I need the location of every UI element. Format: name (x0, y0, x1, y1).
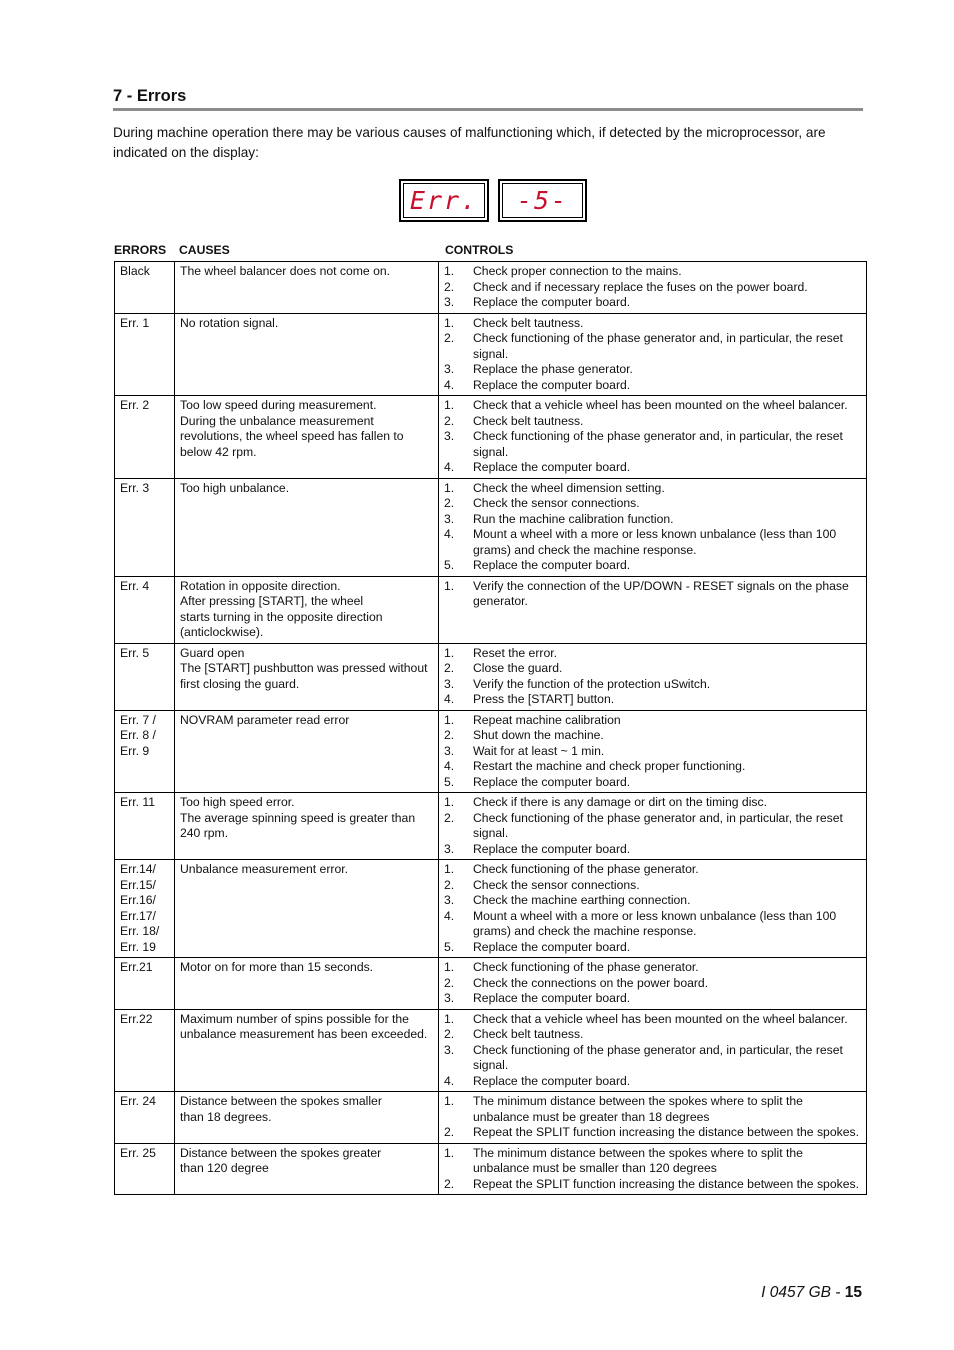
table-row (115, 576, 867, 643)
control-step-text: Replace the computer board. (473, 1073, 631, 1088)
cause-text: Too low speed during measurement. (180, 398, 377, 412)
error-code: Err. 19 (120, 939, 156, 954)
control-step-number: 1. (444, 315, 455, 330)
control-step (444, 692, 860, 708)
control-step-number: 3. (444, 1042, 455, 1057)
control-step-number: 2. (444, 496, 455, 510)
control-step (444, 991, 860, 1007)
table-row (115, 643, 867, 710)
control-step-text: Reset the error. (473, 645, 557, 660)
control-step-text: Check the wheel dimension setting. (473, 480, 665, 495)
control-step-text: Repeat the SPLIT function increasing the distance between the spokes. (473, 1125, 859, 1139)
control-step-text: Restart the machine and check proper functioning. (473, 759, 746, 773)
control-step-text: Wait for at least ~ 1 min. (473, 743, 605, 758)
table-row (115, 1009, 867, 1092)
control-step-number: 3. (444, 743, 455, 758)
cause-text: than 120 degree (180, 1161, 269, 1175)
control-cell (439, 1143, 867, 1195)
control-step-text: Replace the phase generator. (473, 362, 633, 376)
control-step (444, 713, 860, 729)
control-step (444, 1074, 860, 1090)
control-step-number: 2. (444, 877, 455, 892)
control-step (444, 775, 860, 791)
control-step-text: Check belt tautness. (473, 315, 584, 330)
control-step-text: Replace the computer board. (473, 841, 631, 856)
cause-cell (175, 313, 439, 396)
control-step-number: 3. (444, 295, 455, 309)
control-step-text: Close the guard. (473, 661, 563, 675)
control-step-text: Check that a vehicle wheel has been mounted on the wheel balancer. (473, 398, 848, 412)
control-step-number: 4. (444, 759, 455, 773)
error-code-cell (115, 313, 175, 396)
control-step-text: Check functioning of the phase generator. (473, 960, 699, 974)
control-step (444, 512, 860, 528)
control-cell (439, 860, 867, 958)
control-step-number: 4. (444, 460, 455, 474)
control-cell (439, 262, 867, 314)
cause-text: Motor on for more than 15 seconds. (180, 960, 374, 974)
control-step (444, 527, 860, 558)
page-number: 15 (844, 1284, 862, 1301)
control-step-number: 3. (444, 841, 455, 856)
control-step-text: Replace the computer board. (473, 295, 631, 309)
control-step-number: 1. (444, 480, 455, 495)
control-cell (439, 643, 867, 710)
control-step-number: 2. (444, 728, 455, 742)
error-code: Err. 1 (120, 315, 150, 330)
control-step-number: 1. (444, 578, 455, 593)
error-code: Err. 11 (120, 795, 155, 809)
control-step (444, 1027, 860, 1043)
cause-text: Too high speed error. (180, 795, 295, 809)
cause-text: Guard open (180, 645, 245, 660)
cause-text: During the unbalance measurement revolutions, the wheel speed has fallen to below 42 rpm. (180, 413, 404, 459)
control-cell (439, 1092, 867, 1144)
control-step-text: Replace the computer board. (473, 991, 631, 1005)
control-step-text: Mount a wheel with a more or less known unbalance (less than 100 grams) and check the machine response. (473, 908, 837, 938)
error-code-cell (115, 262, 175, 314)
control-step (444, 1043, 860, 1074)
table-row (115, 860, 867, 958)
control-step-text: Check functioning of the phase generator and, in particular, the reset signal. (473, 429, 843, 459)
cause-text: starts turning in the opposite direction (anticlockwise). (180, 609, 383, 639)
control-step-number: 3. (444, 362, 455, 376)
control-step-text: The minimum distance between the spokes where to split the unbalance must be smaller than 120 degrees (473, 1145, 803, 1175)
control-step-text: Check belt tautness. (473, 1027, 584, 1041)
control-step-number: 1. (444, 795, 455, 809)
cause-cell (175, 643, 439, 710)
control-step-number: 1. (444, 1011, 455, 1026)
control-step-number: 4. (444, 692, 455, 706)
control-step (444, 811, 860, 842)
control-step (444, 429, 860, 460)
control-step-text: Replace the computer board. (473, 558, 631, 572)
control-step (444, 496, 860, 512)
cause-text: No rotation signal. (180, 315, 279, 330)
control-step (444, 331, 860, 362)
display-panel-right (498, 179, 587, 222)
control-step (444, 1094, 860, 1125)
cause-cell (175, 710, 439, 793)
cause-text: NOVRAM parameter read error (180, 712, 350, 727)
control-step-text: Check if there is any damage or dirt on the timing disc. (473, 795, 767, 809)
control-step-number: 1. (444, 960, 455, 974)
error-code-cell (115, 396, 175, 479)
control-step-text: Verify the connection of the UP/DOWN - RESET signals on the phase generator. (473, 578, 849, 608)
control-step-number: 2. (444, 279, 455, 294)
control-step-number: 3. (444, 511, 455, 526)
control-step-text: Check the sensor connections. (473, 877, 640, 892)
control-step-number: 4. (444, 1073, 455, 1088)
control-step-text: Replace the computer board. (473, 939, 631, 954)
error-code: Err. 8 / (120, 728, 156, 742)
title-divider (113, 108, 863, 111)
section-title: 7 - Errors (113, 87, 187, 105)
error-code-cell (115, 643, 175, 710)
control-step (444, 295, 860, 311)
control-step-number: 2. (444, 810, 455, 825)
control-step-number: 5. (444, 774, 455, 789)
error-code-cell (115, 860, 175, 958)
table-row (115, 262, 867, 314)
control-step-number: 2. (444, 413, 455, 428)
control-cell (439, 576, 867, 643)
control-step-text: Replace the computer board. (473, 460, 631, 474)
control-cell (439, 958, 867, 1010)
errors-table-body (115, 262, 867, 1195)
control-step (444, 862, 860, 878)
control-step (444, 398, 860, 414)
control-step (444, 1012, 860, 1028)
control-step-text: Check and if necessary replace the fuses on the power board. (473, 279, 808, 294)
control-step-text: Shut down the machine. (473, 728, 604, 742)
control-step (444, 1125, 860, 1141)
cause-text: Distance between the spokes greater (180, 1145, 382, 1160)
intro-paragraph: During machine operation there may be various causes of malfunctioning which, if detected by the microprocessor, are indicated on the display: (113, 125, 826, 160)
error-code: Err. 3 (120, 480, 150, 495)
error-code: Err.21 (120, 960, 153, 974)
error-code: Err. 7 / (120, 712, 156, 727)
control-step-text: Press the [START] button. (473, 692, 615, 706)
error-code: Err. 4 (120, 578, 150, 593)
error-code: Err.22 (120, 1011, 153, 1026)
control-step-text: Check the machine earthing connection. (473, 893, 691, 907)
cause-cell (175, 396, 439, 479)
control-step (444, 759, 860, 775)
error-code: Err. 2 (120, 398, 150, 412)
table-row (115, 793, 867, 860)
error-code: Black (120, 264, 150, 278)
document-code: I 0457 GB - (761, 1284, 845, 1301)
control-step (444, 280, 860, 296)
control-step-number: 1. (444, 264, 455, 278)
control-step-number: 2. (444, 1125, 455, 1139)
control-step (444, 362, 860, 378)
cause-cell (175, 478, 439, 576)
cause-text: After pressing [START], the wheel (180, 594, 364, 608)
error-code-cell (115, 478, 175, 576)
control-step (444, 960, 860, 976)
control-step-text: Mount a wheel with a more or less known unbalance (less than 100 grams) and check the machine response. (473, 527, 837, 557)
control-step (444, 1146, 860, 1177)
control-step-number: 1. (444, 398, 455, 412)
cause-cell (175, 860, 439, 958)
cause-text: than 18 degrees. (180, 1109, 272, 1124)
cause-cell (175, 793, 439, 860)
cause-cell (175, 1143, 439, 1195)
error-code-cell (115, 1092, 175, 1144)
control-step (444, 878, 860, 894)
control-step-text: Verify the function of the protection uSwitch. (473, 676, 711, 691)
control-step-number: 4. (444, 527, 455, 541)
control-step-number: 2. (444, 331, 455, 345)
error-code: Err.14/ (120, 862, 156, 876)
control-step (444, 795, 860, 811)
control-step (444, 842, 860, 858)
error-code-cell (115, 793, 175, 860)
control-step-text: Check functioning of the phase generator and, in particular, the reset signal. (473, 1042, 843, 1072)
errors-table (114, 261, 867, 1195)
control-cell (439, 710, 867, 793)
control-step-number: 5. (444, 939, 455, 954)
control-step (444, 909, 860, 940)
cause-text: Unbalance measurement error. (180, 862, 348, 876)
cause-text: Maximum number of spins possible for the unbalance measurement has been exceeded. (180, 1011, 428, 1041)
cause-cell (175, 1009, 439, 1092)
control-step-text: Repeat machine calibration (473, 712, 621, 727)
control-step (444, 940, 860, 956)
control-step-text: Check functioning of the phase generator and, in particular, the reset signal. (473, 331, 843, 361)
control-step (444, 579, 860, 610)
error-code-cell (115, 1143, 175, 1195)
cause-text: The wheel balancer does not come on. (180, 264, 391, 278)
control-step (444, 414, 860, 430)
control-step-number: 2. (444, 661, 455, 675)
cause-cell (175, 262, 439, 314)
control-step-text: Replace the computer board. (473, 774, 631, 789)
control-step-number: 2. (444, 975, 455, 990)
control-step-number: 1. (444, 1145, 455, 1160)
control-step-text: Check functioning of the phase generator and, in particular, the reset signal. (473, 810, 843, 840)
control-step (444, 378, 860, 394)
display-panel-left (399, 179, 489, 222)
column-header-causes: CAUSES (179, 243, 230, 257)
table-row (115, 958, 867, 1010)
cause-text: Too high unbalance. (180, 480, 290, 495)
control-step-number: 4. (444, 377, 455, 392)
control-cell (439, 793, 867, 860)
control-step (444, 976, 860, 992)
cause-cell (175, 1092, 439, 1144)
control-step (444, 316, 860, 332)
control-step-text: The minimum distance between the spokes where to split the unbalance must be greater than 18 degrees (473, 1094, 803, 1124)
control-step-number: 4. (444, 908, 455, 923)
display-right-text: -5- (516, 186, 569, 215)
control-step-text: Check that a vehicle wheel has been mounted on the wheel balancer. (473, 1011, 848, 1026)
control-step (444, 893, 860, 909)
control-step (444, 661, 860, 677)
control-step (444, 744, 860, 760)
table-row (115, 1143, 867, 1195)
column-header-controls: CONTROLS (445, 243, 514, 257)
cause-text: The [START] pushbutton was pressed without first closing the guard. (180, 661, 428, 691)
error-code: Err.16/ (120, 893, 156, 907)
error-code-cell (115, 710, 175, 793)
table-row (115, 1092, 867, 1144)
control-step-number: 3. (444, 991, 455, 1005)
control-step-number: 2. (444, 1176, 455, 1191)
error-code: Err.15/ (120, 877, 156, 892)
cause-text: Rotation in opposite direction. (180, 578, 341, 593)
control-step-text: Check the sensor connections. (473, 496, 640, 510)
control-step (444, 481, 860, 497)
control-step-number: 1. (444, 645, 455, 660)
control-step-number: 1. (444, 862, 455, 876)
control-cell (439, 1009, 867, 1092)
control-cell (439, 313, 867, 396)
error-code: Err. 9 (120, 743, 150, 758)
cause-cell (175, 576, 439, 643)
error-code-cell (115, 576, 175, 643)
control-step (444, 677, 860, 693)
control-step-text: Repeat the SPLIT function increasing the distance between the spokes. (473, 1176, 859, 1191)
control-step-text: Check functioning of the phase generator. (473, 862, 699, 876)
control-step (444, 264, 860, 280)
control-step-number: 3. (444, 893, 455, 907)
control-step (444, 646, 860, 662)
cause-text: Distance between the spokes smaller (180, 1094, 382, 1108)
control-step (444, 728, 860, 744)
cause-text: The average spinning speed is greater than 240 rpm. (180, 810, 416, 840)
control-step-number: 1. (444, 1094, 455, 1108)
column-header-errors: ERRORS (114, 243, 167, 257)
control-step-number: 5. (444, 558, 455, 572)
control-cell (439, 478, 867, 576)
error-code-cell (115, 958, 175, 1010)
control-step (444, 1177, 860, 1193)
control-step-text: Check proper connection to the mains. (473, 264, 682, 278)
error-code: Err. 18/ (120, 924, 160, 938)
control-step-text: Replace the computer board. (473, 377, 631, 392)
table-row (115, 313, 867, 396)
control-cell (439, 396, 867, 479)
control-step-number: 1. (444, 712, 455, 727)
error-code: Err. 25 (120, 1145, 156, 1160)
control-step-text: Check belt tautness. (473, 413, 584, 428)
control-step (444, 460, 860, 476)
control-step-text: Check the connections on the power board. (473, 975, 709, 990)
display-left-text: Err. (409, 186, 479, 215)
control-step-number: 3. (444, 676, 455, 691)
table-row (115, 478, 867, 576)
table-row (115, 710, 867, 793)
control-step-text: Run the machine calibration function. (473, 511, 674, 526)
error-code: Err. 24 (120, 1094, 156, 1108)
page-footer (761, 1284, 862, 1302)
control-step-number: 3. (444, 429, 455, 443)
error-code: Err.17/ (120, 908, 156, 923)
error-code-cell (115, 1009, 175, 1092)
cause-cell (175, 958, 439, 1010)
control-step-number: 2. (444, 1027, 455, 1041)
control-step (444, 558, 860, 574)
error-code: Err. 5 (120, 645, 150, 660)
table-row (115, 396, 867, 479)
